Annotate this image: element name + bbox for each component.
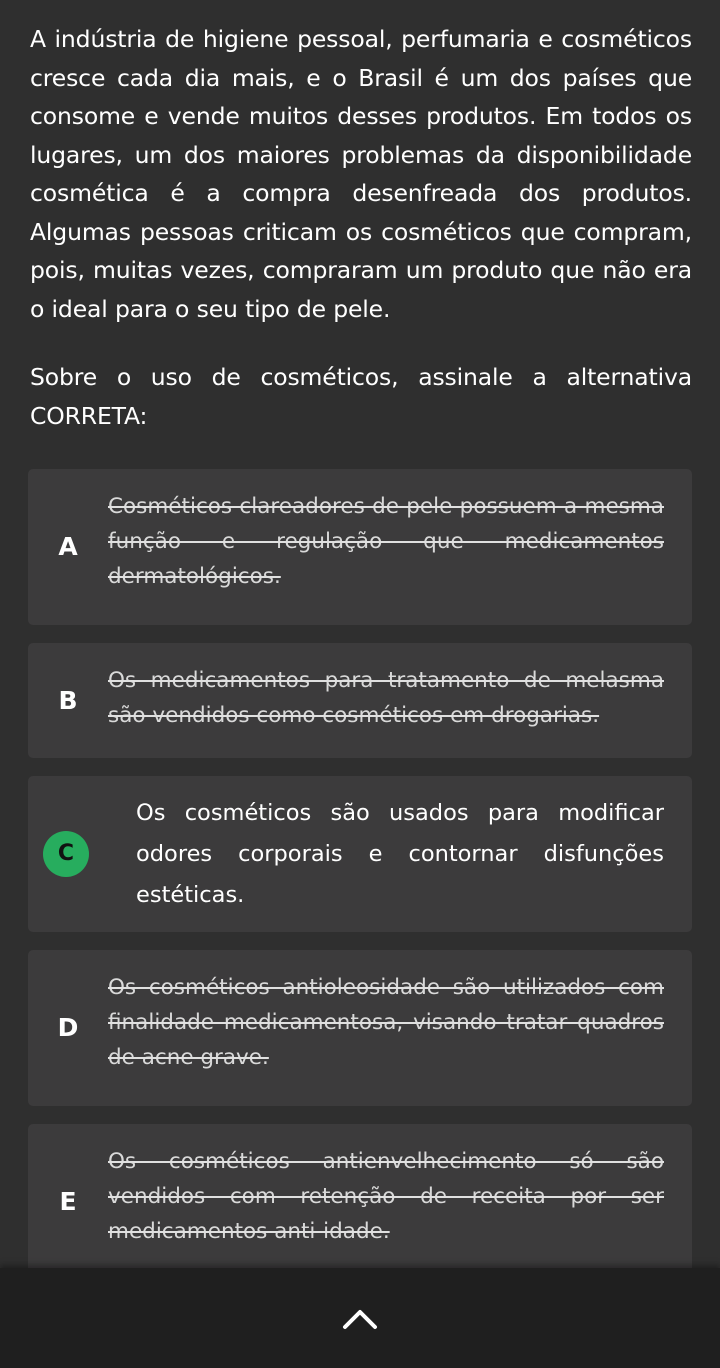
bottom-bar (0, 1268, 720, 1368)
option-c[interactable] (28, 776, 692, 932)
option-b[interactable] (28, 643, 692, 758)
option-letter-a: A (58, 532, 78, 561)
question-statement (30, 20, 692, 435)
option-e[interactable] (28, 1124, 692, 1280)
question-prompt: Sobre o uso de cosméticos, assinale a alternativa CORRETA: (30, 363, 692, 430)
option-d[interactable] (28, 950, 692, 1106)
correct-answer-badge: C (43, 831, 89, 877)
option-text-b: Os medicamentos para tratamento de melasma são vendidos como cosméticos em drogarias. (108, 668, 664, 728)
option-text-d: Os cosméticos antioleosidade são utilizados com finalidade medicamentosa, visando tratar quadros de acne grave. (108, 975, 664, 1070)
question-paragraph: A indústria de higiene pessoal, perfumaria e cosméticos cresce cada dia mais, e o Brasil é um dos países que consome e vende muitos desses produtos. Em todos os lugares, um dos maiores problemas da disponibilidade cosmética é a compra desenfreada dos produtos. Algumas pessoas criticam os cosméticos que compram, pois, muitas vezes, compraram um produto que não era o ideal para o seu tipo de pele. (30, 25, 692, 323)
option-letter-d: D (57, 1013, 79, 1042)
option-a[interactable] (28, 469, 692, 625)
option-letter-e: E (59, 1187, 77, 1216)
chevron-up-icon[interactable] (342, 1308, 378, 1330)
option-letter-b: B (58, 686, 78, 715)
option-text-e: Os cosméticos antienvelhecimento só são vendidos com retenção de receita por ser medicamentos anti-idade. (108, 1149, 664, 1244)
option-text-c: Os cosméticos são usados para modificar odores corporais e contornar disfunções estéticas. (136, 800, 664, 908)
option-text-a: Cosméticos clareadores de pele possuem a mesma função e regulação que medicamentos dermatológicos. (108, 494, 664, 589)
